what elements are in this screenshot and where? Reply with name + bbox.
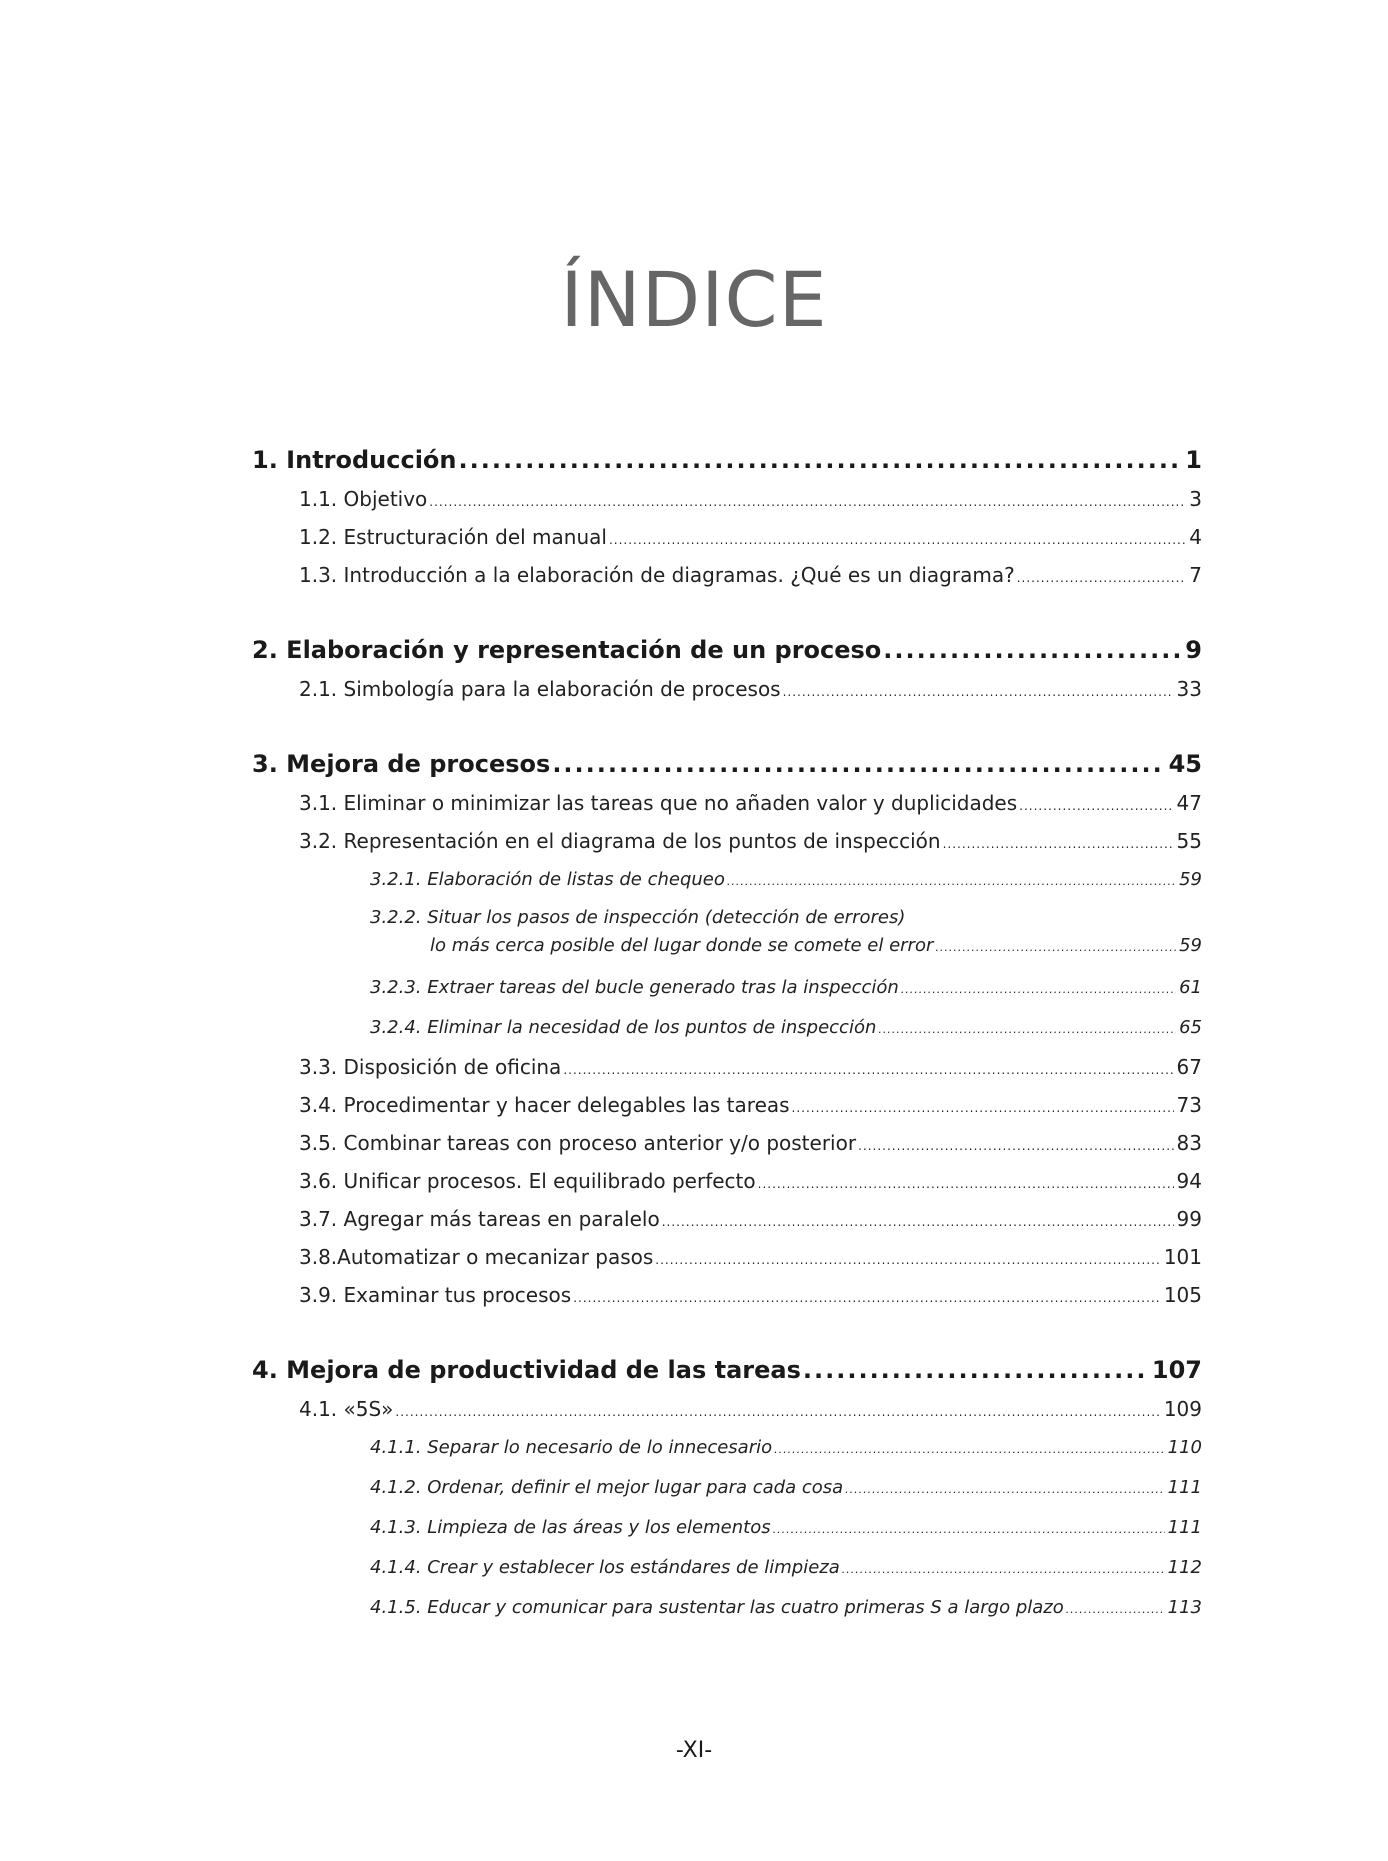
toc-entry-label: 3.2.4. Eliminar la necesidad de los puntos de inspección	[370, 1017, 877, 1038]
dot-leader	[655, 1241, 1161, 1279]
toc-page-number: 55	[1176, 829, 1202, 853]
toc-page-number: 59	[1179, 869, 1202, 890]
toc-page-number: 4	[1189, 525, 1202, 549]
toc-entry-3-2-1[interactable]	[252, 860, 1202, 900]
toc-entry-4-1-5[interactable]	[252, 1588, 1202, 1628]
toc-page-number: 101	[1163, 1245, 1202, 1269]
toc-entry-continuation	[370, 932, 1202, 962]
toc-entry-3-2-3[interactable]	[252, 968, 1202, 1008]
toc-entry-label: 4.1.1. Separar lo necesario de lo innecesario	[370, 1437, 773, 1458]
toc-page-number: 107	[1151, 1356, 1202, 1384]
toc-chapter-3[interactable]	[252, 744, 1202, 784]
dot-leader	[773, 1510, 1165, 1550]
toc-entry-label: 4.1.5. Educar y comunicar para sustentar las cuatro primeras S a largo plazo	[370, 1597, 1064, 1618]
dot-leader	[1066, 1590, 1165, 1630]
toc-chapter-1[interactable]	[252, 440, 1202, 480]
toc-entry-3-9[interactable]	[252, 1276, 1202, 1314]
dot-leader	[552, 744, 1165, 784]
dot-leader	[758, 1165, 1174, 1203]
toc-entry-label: 3.3. Disposición de oficina	[299, 1055, 562, 1079]
toc-entry-label: 1. Introducción	[252, 446, 457, 474]
toc-entry-3-4[interactable]	[252, 1086, 1202, 1124]
toc-page-number: 61	[1179, 977, 1202, 998]
dot-leader	[883, 630, 1182, 670]
toc-section-3	[252, 744, 1202, 1314]
toc-entry-3-8[interactable]	[252, 1238, 1202, 1276]
toc-entry-3-2[interactable]	[252, 822, 1202, 860]
toc-entry-label: 4.1.3. Limpieza de las áreas y los elementos	[370, 1517, 771, 1538]
page-title: ÍNDICE	[560, 255, 828, 344]
toc-page-number: 113	[1167, 1597, 1202, 1618]
toc-entry-label: 3.9. Examinar tus procesos	[299, 1283, 572, 1307]
toc-entry-label: 3.7. Agregar más tareas en paralelo	[299, 1207, 660, 1231]
dot-leader	[901, 970, 1176, 1010]
toc-page-number: 109	[1163, 1397, 1202, 1421]
dot-leader	[842, 1550, 1165, 1590]
toc-entry-label: 4.1. «5S»	[299, 1397, 394, 1421]
toc-page-number: 1	[1185, 446, 1202, 474]
dot-leader	[662, 1203, 1174, 1241]
dot-leader	[429, 483, 1186, 521]
dot-leader	[563, 1051, 1173, 1089]
toc-page-number: 65	[1179, 1017, 1202, 1038]
toc-entry-label: 4.1.2. Ordenar, definir el mejor lugar para cada cosa	[370, 1477, 844, 1498]
toc-page-number: 94	[1176, 1169, 1202, 1193]
toc-page-number: 45	[1168, 750, 1202, 778]
toc-entry-label: 3.2.2. Situar los pasos de inspección (detección de errores)	[370, 907, 906, 928]
dot-leader	[1017, 559, 1187, 597]
toc-page-number: 110	[1167, 1437, 1202, 1458]
toc-page-number: 83	[1176, 1131, 1202, 1155]
toc-section-1	[252, 440, 1202, 594]
toc-chapter-4[interactable]	[252, 1350, 1202, 1390]
toc-entry-label: 2. Elaboración y representación de un proceso	[252, 636, 882, 664]
toc-entry-label: 2.1. Simbología para la elaboración de procesos	[299, 677, 781, 701]
toc-entry-label: 1.3. Introducción a la elaboración de diagramas. ¿Qué es un diagrama?	[299, 563, 1015, 587]
toc-entry-4-1-2[interactable]	[252, 1468, 1202, 1508]
toc-entry-label: 3.6. Unificar procesos. El equilibrado perfecto	[299, 1169, 756, 1193]
toc-entry-3-1[interactable]	[252, 784, 1202, 822]
toc-entry-label: 3.1. Eliminar o minimizar las tareas que no añaden valor y duplicidades	[299, 791, 1018, 815]
toc-entry-3-2-4[interactable]	[252, 1008, 1202, 1048]
dot-leader	[943, 825, 1174, 863]
toc-page-number: 112	[1167, 1557, 1202, 1578]
toc-entry-label: 3.4. Procedimentar y hacer delegables las tareas	[299, 1093, 790, 1117]
toc-page-number: 7	[1189, 563, 1202, 587]
dot-leader	[727, 862, 1176, 902]
toc-entry-4-1-4[interactable]	[252, 1548, 1202, 1588]
toc-page-number: 67	[1176, 1055, 1202, 1079]
toc-page-number: 111	[1167, 1477, 1202, 1498]
dot-leader	[783, 673, 1174, 711]
toc-page-number: 59	[1179, 935, 1202, 956]
toc-page-number: 9	[1185, 636, 1202, 664]
toc-page-number: 105	[1163, 1283, 1202, 1307]
toc-entry-label: 3. Mejora de procesos	[252, 750, 551, 778]
toc-entry-label: 1.1. Objetivo	[299, 487, 428, 511]
dot-leader	[803, 1350, 1149, 1390]
dot-leader	[609, 521, 1186, 559]
toc-page-number: 33	[1176, 677, 1202, 701]
toc-page-number: 99	[1176, 1207, 1202, 1231]
dot-leader	[935, 934, 1176, 962]
dot-leader	[1019, 787, 1173, 825]
toc-page-number: 73	[1176, 1093, 1202, 1117]
toc-entry-1-3[interactable]	[252, 556, 1202, 594]
toc-entry-label: 3.5. Combinar tareas con proceso anterior y/o posterior	[299, 1131, 857, 1155]
toc-entry-label: 3.2.1. Elaboración de listas de chequeo	[370, 869, 725, 890]
toc-entry-4-1-3[interactable]	[252, 1508, 1202, 1548]
toc-entry-3-5[interactable]	[252, 1124, 1202, 1162]
toc-page-number: 47	[1176, 791, 1202, 815]
dot-leader	[858, 1127, 1173, 1165]
toc-entry-4-1-1[interactable]	[252, 1428, 1202, 1468]
dot-leader	[878, 1010, 1176, 1050]
toc-entry-3-7[interactable]	[252, 1200, 1202, 1238]
toc-entry-1-2[interactable]	[252, 518, 1202, 556]
dot-leader	[792, 1089, 1174, 1127]
dot-leader	[573, 1279, 1161, 1317]
toc-entry-label: 4. Mejora de productividad de las tareas	[252, 1356, 801, 1384]
toc-entry-label: 3.2. Representación en el diagrama de los puntos de inspección	[299, 829, 941, 853]
toc-page-number: 111	[1167, 1517, 1202, 1538]
toc-entry-3-6[interactable]	[252, 1162, 1202, 1200]
dot-leader	[845, 1470, 1164, 1510]
table-of-contents	[252, 440, 1202, 1664]
toc-entry-4-1[interactable]	[252, 1390, 1202, 1428]
toc-section-2	[252, 630, 1202, 708]
toc-section-4	[252, 1350, 1202, 1628]
toc-chapter-2[interactable]	[252, 630, 1202, 670]
toc-entry-label: 3.2.3. Extraer tareas del bucle generado tras la inspección	[370, 977, 899, 998]
dot-leader	[459, 440, 1183, 480]
toc-entry-3-3[interactable]	[252, 1048, 1202, 1086]
dot-leader	[395, 1393, 1160, 1431]
toc-entry-1-1[interactable]	[252, 480, 1202, 518]
toc-entry-label: 4.1.4. Crear y establecer los estándares de limpieza	[370, 1557, 840, 1578]
toc-entry-label: 3.8.Automatizar o mecanizar pasos	[299, 1245, 654, 1269]
toc-page-number: 3	[1189, 487, 1202, 511]
toc-entry-label: 1.2. Estructuración del manual	[299, 525, 607, 549]
toc-entry-label-continued: lo más cerca posible del lugar donde se comete el error	[430, 935, 934, 956]
toc-entry-3-2-2[interactable]	[252, 900, 1202, 968]
toc-entry-2-1[interactable]	[252, 670, 1202, 708]
dot-leader	[774, 1430, 1165, 1470]
page-folio: -XI-	[675, 1738, 713, 1763]
